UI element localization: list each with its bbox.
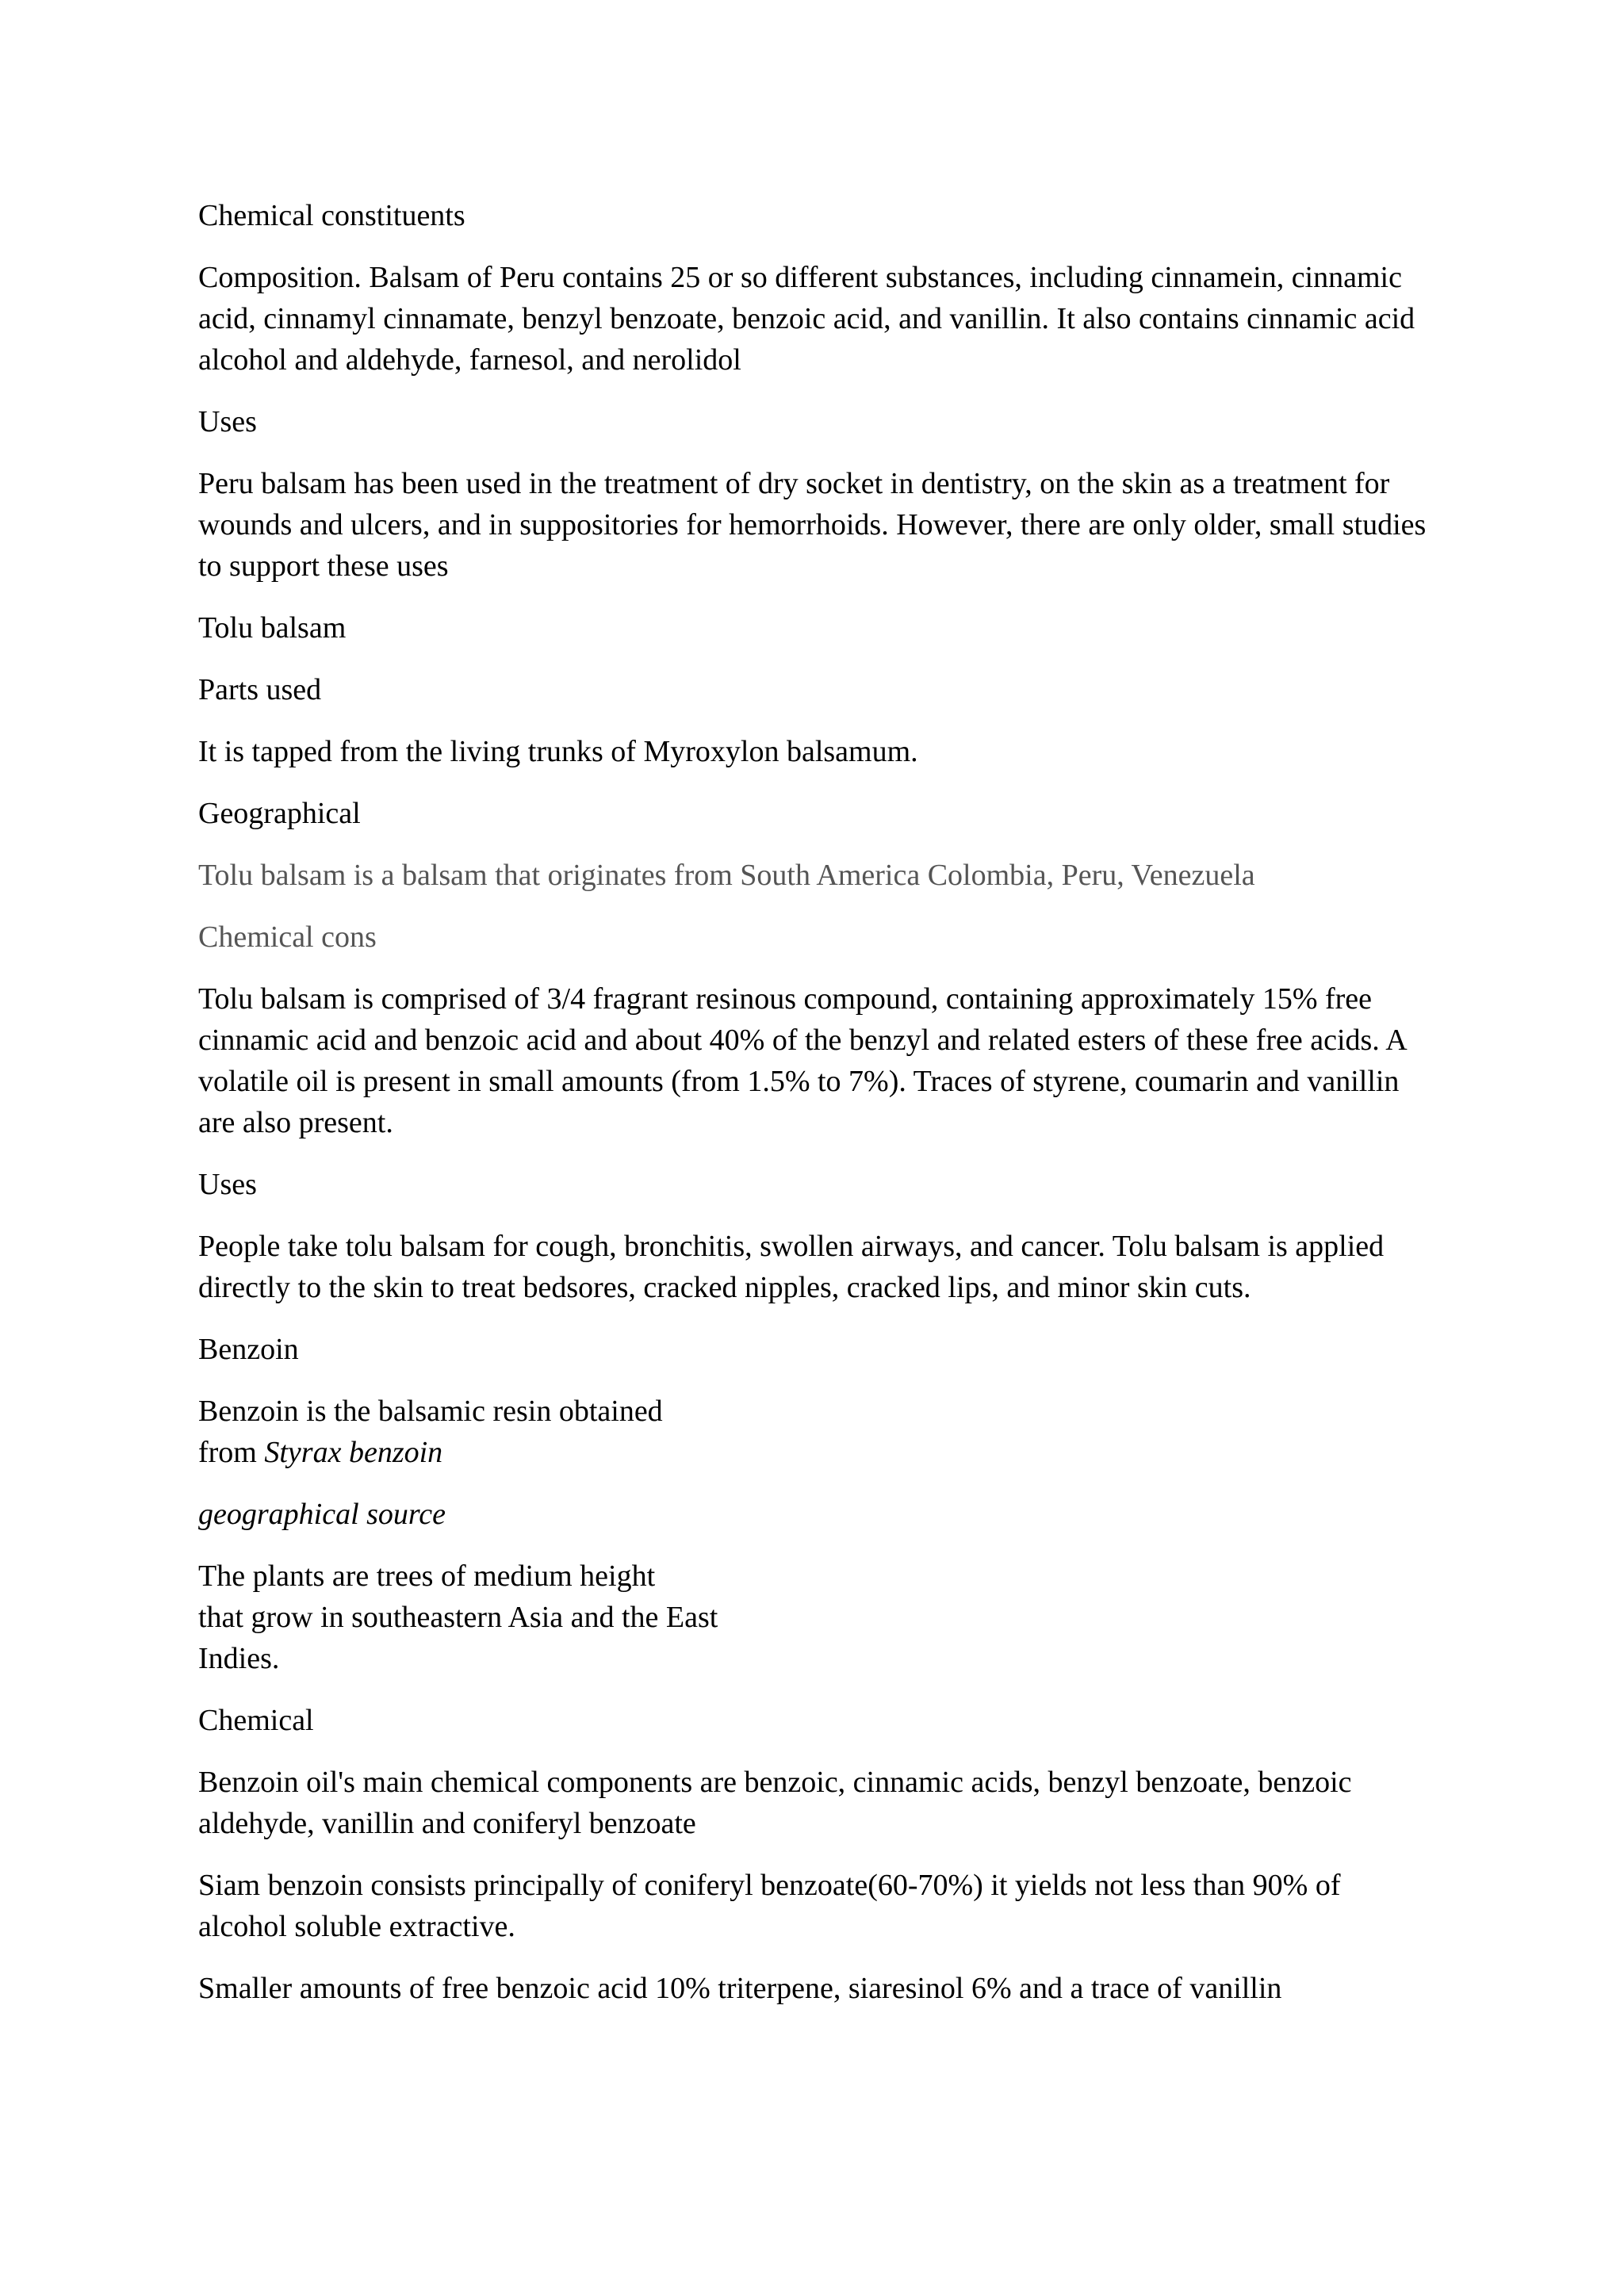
paragraph-benzoin-definition — [198, 1391, 785, 1473]
heading-chemical-cons: Chemical cons — [198, 920, 377, 954]
heading-geographical: Geographical — [198, 797, 361, 830]
styrax-benzoin-species: Styrax benzoin — [264, 1436, 443, 1469]
heading-tolu-balsam: Tolu balsam — [198, 611, 347, 645]
benzoin-geography-line-2: that grow in southeastern Asia and the East — [198, 1601, 718, 1634]
paragraph-smaller-amounts: Smaller amounts of free benzoic acid 10% triterpene, siaresinol 6% and a trace of vanillin — [198, 1972, 1282, 2005]
heading-chemical: Chemical — [198, 1704, 314, 1737]
benzoin-definition-line-2 — [198, 1432, 785, 1473]
paragraph-parts-used: It is tapped from the living trunks of Myroxylon balsamum. — [198, 735, 918, 768]
paragraph-tolu-composition: Tolu balsam is comprised of 3/4 fragrant resinous compound, containing approximately 15% free cinnamic acid and benzoic acid and about 40% of the benzyl and related esters of these free acids. A volatile oil is present in small amounts (from 1.5% to 7%). Traces of styrene, coumarin and vanillin are also present. — [198, 982, 1406, 1139]
heading-parts-used: Parts used — [198, 673, 322, 706]
heading-benzoin: Benzoin — [198, 1333, 299, 1366]
benzoin-definition-line-1: Benzoin is the balsamic resin obtained — [198, 1395, 663, 1428]
paragraph-peru-uses: Peru balsam has been used in the treatment of dry socket in dentistry, on the skin as a treatment for wounds and ulcers, and in suppositories for hemorrhoids. However, there are only older, small studies to support these uses — [198, 467, 1427, 583]
benzoin-from-text: from — [198, 1436, 265, 1469]
paragraph-composition: Composition. Balsam of Peru contains 25 or so different substances, including cinnamein, cinnamic acid, cinnamyl cinnamate, benzyl benzoate, benzoic acid, and vanillin. It also contains cinnamic acid alcohol and aldehyde, farnesol, and nerolidol — [198, 261, 1415, 377]
benzoin-geography-line-1: The plants are trees of medium height — [198, 1559, 656, 1593]
paragraph-geographical-tolu: Tolu balsam is a balsam that originates from South America Colombia, Peru, Venezuela — [198, 859, 1255, 892]
paragraph-benzoin-geography — [198, 1556, 801, 1679]
heading-uses-tolu: Uses — [198, 1168, 257, 1201]
paragraph-benzoin-components: Benzoin oil's main chemical components are benzoic, cinnamic acids, benzyl benzoate, benzoic aldehyde, vanillin and coniferyl benzoate — [198, 1766, 1352, 1840]
heading-chemical-constituents: Chemical constituents — [198, 199, 465, 232]
paragraph-tolu-uses: People take tolu balsam for cough, bronchitis, swollen airways, and cancer. Tolu balsam is applied directly to the skin to treat bedsores, cracked nipples, cracked lips, and minor skin cuts. — [198, 1230, 1385, 1304]
benzoin-geography-line-3: Indies. — [198, 1642, 280, 1675]
paragraph-siam-benzoin: Siam benzoin consists principally of coniferyl benzoate(60-70%) it yields not less than 90% of alcohol soluble extractive. — [198, 1869, 1341, 1943]
heading-uses-peru: Uses — [198, 405, 257, 438]
document-body — [198, 195, 1435, 2030]
heading-geographical-source: geographical source — [198, 1498, 446, 1531]
